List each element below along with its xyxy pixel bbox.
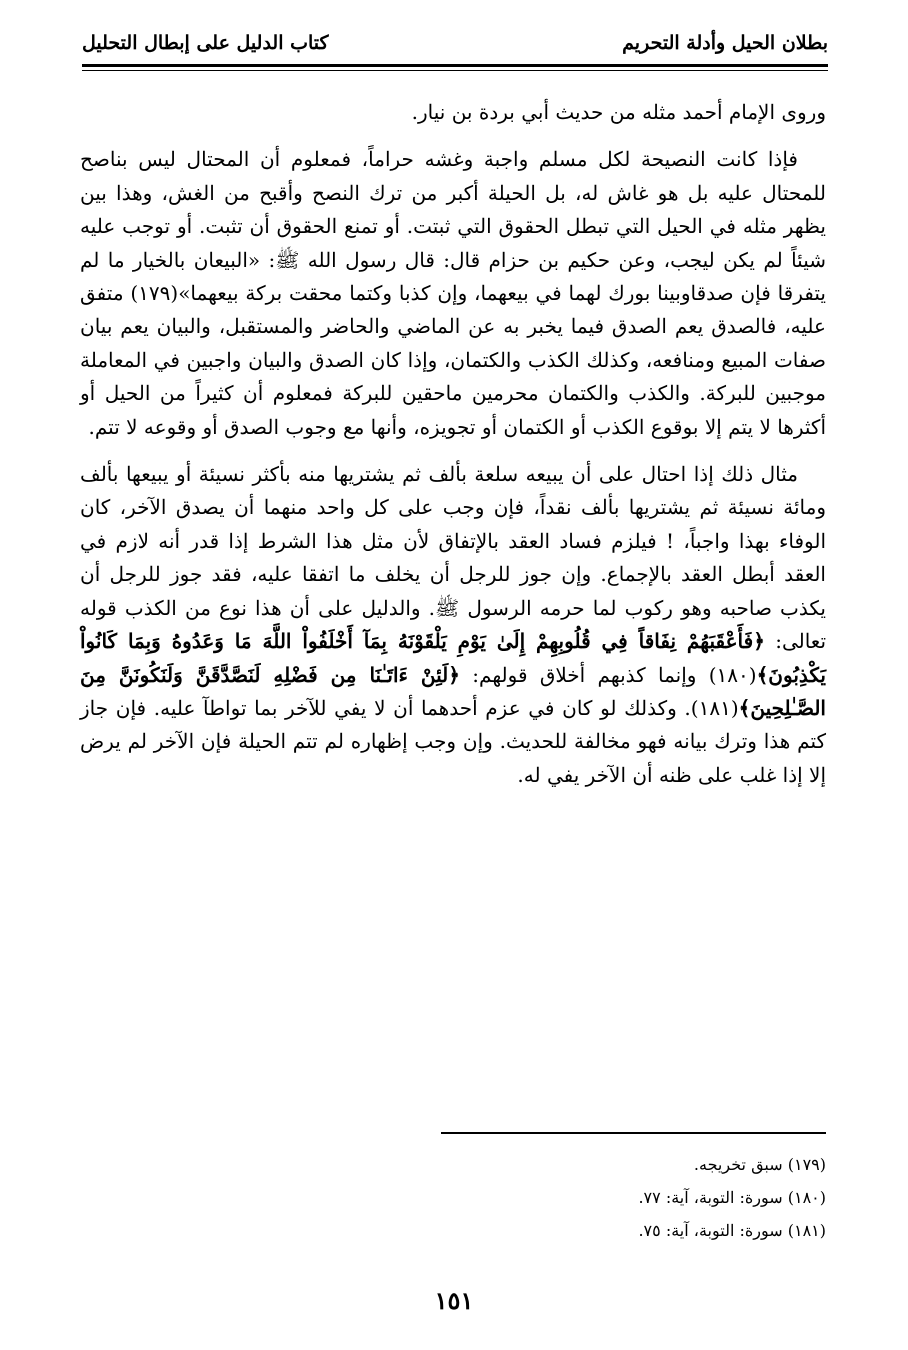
footnotes [82, 1148, 826, 1247]
book-title: بطلان الحيل وأدلة التحريم [622, 32, 828, 54]
paragraph-3-after-verse-1: (١٨٠) وإنما كذبهم أخلاق قولهم: [472, 662, 757, 687]
page-number: ١٥١ [434, 1286, 474, 1315]
running-header [82, 28, 828, 62]
header-rule-thin [82, 70, 828, 71]
paragraph-3-text: مثال ذلك إذا احتال على أن يبيعه سلعة بألف ثم يشتريها منه بأكثر نسيئة أو يبيعها بألف ومائة نسيئة ثم يشتريها بألف نقداً، فإن وجب على كل واحد منهما أن يصدق الآخر، كان الوفاء بهذا واجباً، ! فيلزم فساد العقد بالإتفاق لأن مثل هذا الشرط إذا قدر أنه لازم في العقد أبطل العقد بالإجماع. وإن جوز للرجل أن يخلف ما اتفقا عليه، فقد جوز للرجل أن يكذب صاحبه وهو ركوب لما حرمه الرسول ﷺ. والدليل على أن هذا نوع من الكذب قوله تعالى: [80, 462, 827, 654]
paragraph-2: فإذا كانت النصيحة لكل مسلم واجبة وغشه حراماً، فمعلوم أن المحتال ليس بناصح للمحتال عليه بل هو غاش له، بل الحيلة أكبر من ترك النصح وأقبح من الغش، وهذا بين يظهر مثله في الحيل التي تبطل الحقوق التي ثبتت. أو تمنع الحقوق أن تثبت. أو توجب عليه شيئاً لم يكن ليجب، وعن حكيم بن حزام قال: قال رسول الله ﷺ: «البيعان بالخيار ما لم يتفرقا فإن صدقاوبينا بورك لهما في بيعهما، وإن كذبا وكتما محقت بركة بيعهما»(١٧٩) متفق عليه، فالصدق يعم الصدق فيما يخبر به عن الماضي والحاضر والمستقبل، والبيان يعم بيان صفات المبيع ومنافعه، وكذلك الكذب والكتمان، وإذا كان الصدق والبيان واجبين في المعاملة موجبين للبركة. والكذب والكتمان محرمين ماحقين للبركة فمعلوم أن كثيراً من الحيل أو أكثرها لا يتم إلا بوقوع الكذب أو الكتمان أو تجويزه، وأنها مع وجوب الصدق أو وقوعه لا تتم. [80, 147, 826, 439]
footnote-180: (١٨٠) سورة: التوبة، آية: ٧٧. [638, 1188, 826, 1207]
paragraph-1: وروى الإمام أحمد مثله من حديث أبي بردة بن نيار. [411, 100, 826, 124]
chapter-title: كتاب الدليل على إبطال التحليل [82, 32, 329, 54]
footnote-179: (١٧٩) سبق تخريجه. [693, 1155, 826, 1174]
footnote-181: (١٨١) سورة: التوبة، آية: ٧٥. [638, 1221, 826, 1240]
paragraph-3 [80, 458, 826, 792]
quran-verse-2: ﴿لَئِنْ ءَاتَـٰنَا مِن فَضْلِهِ لَنَصَّدَّقَنَّ وَلَنَكُونَنَّ مِنَ الصَّـٰلِحِينَ﴾ [80, 662, 826, 720]
quran-verse-1: ﴿فَأَعْقَبَهُمْ نِفَاقاً فِي قُلُوبِهِمْ إِلَىٰ يَوْمِ يَلْقَوْنَهُ بِمَآ أَخْلَفُواْ اللَّهَ مَا وَعَدُوهُ وَبِمَا كَانُواْ يَكْذِبُونَ﴾ [80, 629, 826, 687]
main-text [80, 96, 826, 806]
footnote-separator [441, 1132, 826, 1134]
header-rule-thick [82, 64, 828, 67]
paragraph-3-after-verse-2: (١٨١). وكذلك لو كان في عزم أحدهما أن لا يفي للآخر بما تواطآ عليه. فإن جاز كتم هذا وترك بيانه فهو مخالفة للحديث. وإن وجب إظهاره لم تتم الحيلة فإن الآخر لم يرض إلا إذا غلب على ظنه أن الآخر يفي له. [80, 695, 826, 787]
